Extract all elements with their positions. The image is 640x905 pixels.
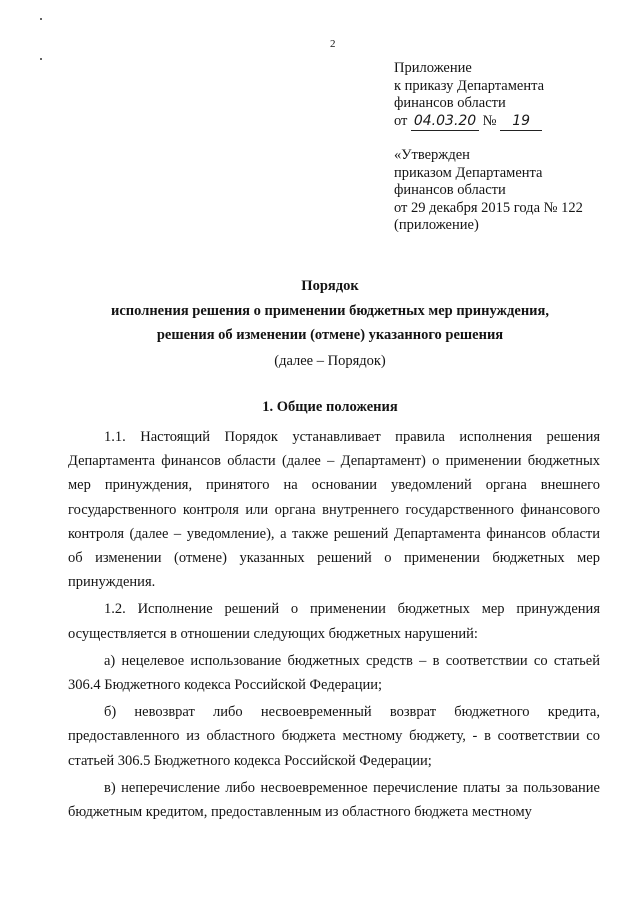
paragraph-item-v: в) неперечисление либо несвоевременное перечисление платы за пользование бюджетным кредитом, предоставленным из областного бюджета местному xyxy=(68,779,600,821)
date-prefix: от xyxy=(394,112,408,129)
approved-block xyxy=(394,147,583,235)
scan-speck xyxy=(40,58,42,60)
appendix-line: Приложение xyxy=(394,60,472,76)
document-title: Порядок xyxy=(301,278,359,294)
handwritten-number: 19 xyxy=(500,113,542,132)
appendix-line: к приказу Департамента xyxy=(394,77,545,94)
paragraph-item-b: б) невозврат либо несвоевременный возврат бюджетного кредита, предоставленного из областного бюджета местному бюджету, - в соответствии со статьей 306.5 Бюджетного кодекса Российской Федерации; xyxy=(68,704,600,769)
approved-line: «Утвержден xyxy=(394,147,470,163)
appendix-block xyxy=(394,60,544,131)
number-prefix: № xyxy=(482,112,497,129)
approved-line: приказом Департамента xyxy=(394,164,543,181)
approved-line: (приложение) xyxy=(394,217,479,233)
document-subtitle-line: решения об изменении (отмене) указанного решения xyxy=(156,327,504,343)
paragraph-1-1: 1.1. Настоящий Порядок устанавливает правила исполнения решения Департамента финансов области (далее – Департамент) о применении бюджетных мер принуждения, принятого на основании уведомлений органа внешнего государственного контроля или органа внутреннего государственного финансового контроля (далее – уведомление), а также решений Департамента финансов области об изменении (отмене) указанных решений о применении бюджетных мер принуждения. xyxy=(68,429,600,591)
approved-line: финансов области xyxy=(394,182,506,198)
appendix-date-line xyxy=(394,113,544,132)
approved-line: от 29 декабря 2015 года № 122 xyxy=(394,199,583,216)
paragraph-item-a: а) нецелевое использование бюджетных средств – в соответствии со статьей 306.4 Бюджетного кодекса Российской Федерации; xyxy=(68,652,600,694)
section-heading: 1. Общие положения xyxy=(262,399,398,415)
body-text xyxy=(68,425,600,827)
paragraph-1-2: 1.2. Исполнение решений о применении бюджетных мер принуждения осуществляется в отношении следующих бюджетных нарушений: xyxy=(68,601,600,642)
page-number: 2 xyxy=(330,38,336,50)
document-subtitle-line: исполнения решения о применении бюджетных мер принуждения, xyxy=(110,303,550,319)
appendix-line: финансов области xyxy=(394,95,506,111)
document-short-name: (далее – Порядок) xyxy=(274,353,386,369)
handwritten-date: 04.03.20 xyxy=(411,113,479,132)
scan-speck xyxy=(40,18,42,20)
